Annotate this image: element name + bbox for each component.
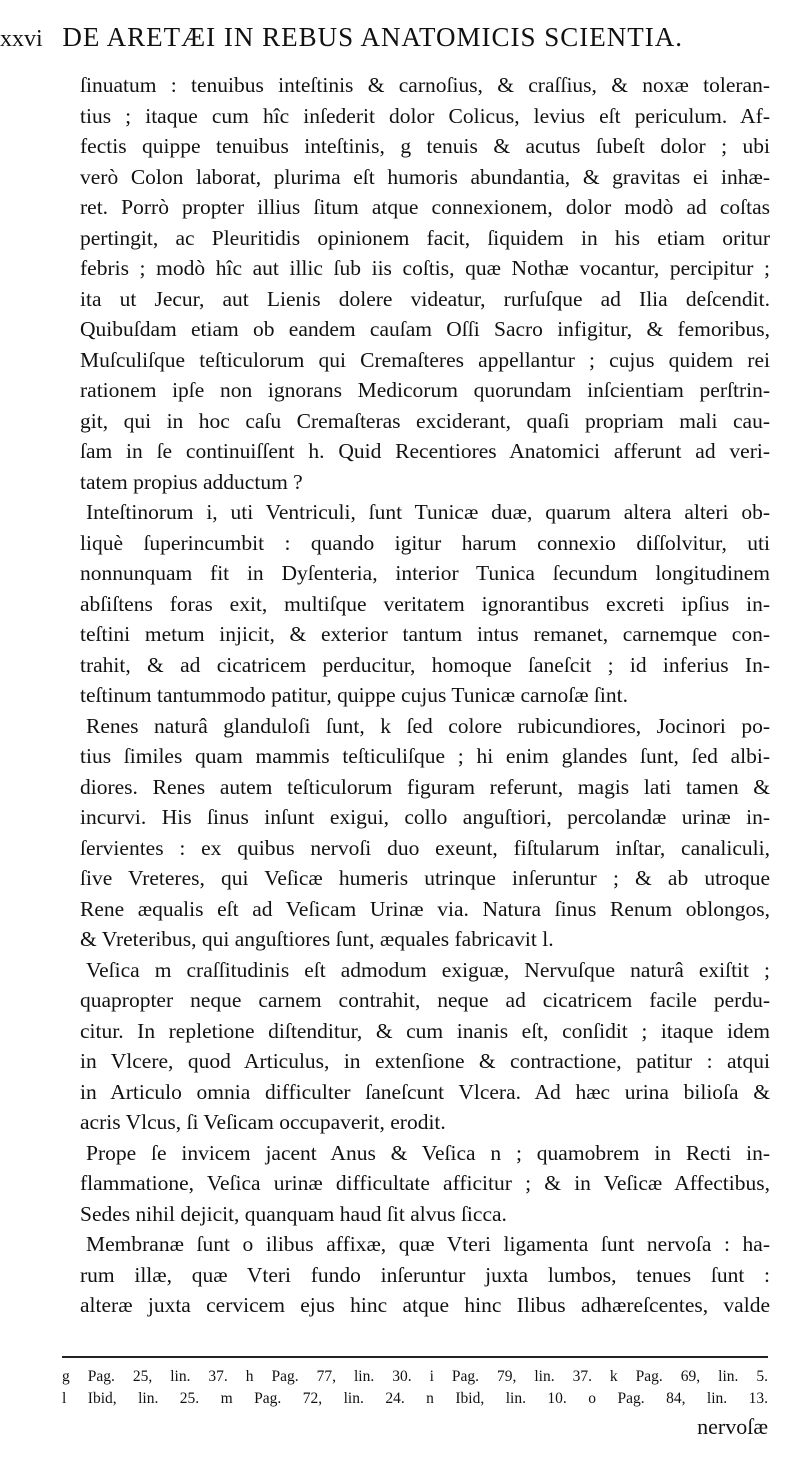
text-line: tius ; itaque cum hîc inſederit dolor Colicus, levius eſt periculum. Af- (80, 103, 770, 128)
text-line: flammatione, Veſica urinæ difficultate afficitur ; & in Veſicæ Affectibus, (80, 1171, 770, 1195)
text-line: verò Colon laborat, plurima eſt humoris abundantia, & gravitas ei inhæ- (80, 164, 770, 189)
page-number: xxvi (0, 26, 43, 52)
text-line: Veſica m craſſitudinis eſt admodum exiguæ, Nervuſque naturâ exiſtit ; (86, 957, 770, 982)
text-line: Inteſtinorum i, uti Ventriculi, ſunt Tunicæ duæ, quarum altera alteri ob- (86, 500, 770, 524)
text-line: Quibuſdam etiam ob eandem cauſam Oſſi Sacro infigitur, & femoribus, (80, 317, 770, 341)
text-line: ita ut Jecur, aut Lienis dolere videatur, rurſuſque ad Ilia deſcendit. (80, 286, 770, 311)
text-line: Prope ſe invicem jacent Anus & Veſica n ; quamobrem in Recti in- (86, 1140, 770, 1165)
text-line: ſam in ſe continuiſſent h. Quid Recentiores Anatomici afferunt ad veri- (80, 439, 770, 463)
text-line: liquè ſuperincumbit : quando igitur harum connexio diſſolvitur, uti (80, 530, 770, 555)
text-line: Muſculiſque teſticulorum qui Cremaſteres appellantur ; cujus quidem rei (80, 347, 770, 372)
text-line: incurvi. His ſinus inſunt exigui, collo anguſtiori, percolandæ urinæ in- (80, 805, 770, 829)
text-line: rationem ipſe non ignorans Medicorum quorundam inſcientiam perſtrin- (80, 378, 770, 402)
text-line: nonnunquam fit in Dyſenteria, interior Tunica ſecundum longitudinem (80, 561, 770, 585)
text-line: tius ſimiles quam mammis teſticuliſque ; hi enim glandes ſunt, ſed albi- (80, 744, 770, 768)
text-line: citur. In repletione diſtenditur, & cum inanis eſt, conſidit ; itaque idem (80, 1018, 770, 1043)
text-line: git, qui in hoc caſu Cremaſteras exciderant, quaſi propriam mali cau- (80, 408, 770, 433)
running-header (0, 22, 790, 53)
text-line: teſtinum tantummodo patitur, quippe cujus Tunicæ carnoſæ ſint. (80, 683, 628, 707)
text-line: & Vreteribus, qui anguſtiores ſunt, æquales fabricavit l. (80, 927, 554, 951)
text-line: fectis quippe tenuibus inteſtinis, g tenuis & acutus ſubeſt dolor ; ubi (80, 134, 770, 158)
text-line: tatem propius adductum ? (80, 469, 303, 494)
text-line: pertingit, ac Pleuritidis opinionem facit, ſiquidem in his etiam oritur (80, 225, 770, 250)
text-line: in Vlcere, quod Articulus, in extenſione & contractione, patitur : atqui (80, 1049, 770, 1073)
text-line: ret. Porrò propter illius ſitum atque connexionem, dolor modò ad coſtas (80, 195, 770, 219)
text-line: ſive Vreteres, qui Veſicæ humeris utrinque inſeruntur ; & ab utroque (80, 866, 770, 890)
footnote-line: g Pag. 25, lin. 37. h Pag. 77, lin. 30. i Pag. 79, lin. 37. k Pag. 69, lin. 5. (62, 1368, 768, 1385)
text-line: febris ; modò hîc aut illic ſub iis coſtis, quæ Nothæ vocantur, percipitur ; (80, 256, 770, 280)
text-line: rum illæ, quæ Vteri fundo inſeruntur juxta lumbos, tenues ſunt : (80, 1262, 770, 1287)
text-line: abſiſtens foras exit, multiſque veritatem ignorantibus excreti ipſius in- (80, 591, 770, 616)
text-line: quapropter neque carnem contrahit, neque ad cicatricem facile perdu- (80, 988, 770, 1012)
text-line: teſtini metum injicit, & exterior tantum intus remanet, carnemque con- (80, 622, 770, 646)
text-line: in Articulo omnia difficulter ſaneſcunt Vlcera. Ad hæc urina bilioſa & (80, 1079, 770, 1104)
footnotes (62, 1366, 768, 1410)
text-line: ſinuatum : tenuibus inteſtinis & carnoſius, & craſſius, & noxæ toleran- (80, 73, 770, 97)
footnote-divider (62, 1356, 768, 1358)
text-line: Rene æqualis eſt ad Veſicam Urinæ via. Natura ſinus Renum oblongos, (80, 896, 770, 921)
catchword: nervoſæ (697, 1414, 768, 1439)
text-line: Renes naturâ glanduloſi ſunt, k ſed colore rubicundiores, Jocinori po- (86, 713, 770, 738)
footnote-line: l Ibid, lin. 25. m Pag. 72, lin. 24. n Ibid, lin. 10. o Pag. 84, lin. 13. (62, 1390, 768, 1407)
text-line: trahit, & ad cicatricem perducitur, homoque ſaneſcit ; id inferius In- (80, 652, 770, 677)
body-text (80, 70, 770, 1321)
text-line: diores. Renes autem teſticulorum figuram referunt, magis lati tamen & (80, 774, 770, 799)
text-line: acris Vlcus, ſi Veſicam occupaverit, erodit. (80, 1110, 446, 1134)
text-line: Sedes nihil dejicit, quanquam haud ſit alvus ſicca. (80, 1201, 507, 1226)
text-line: ſervientes : ex quibus nervoſi duo exeunt, fiſtularum inſtar, canaliculi, (80, 835, 770, 860)
running-title: DE ARETÆI IN REBUS ANATOMICIS SCIENTIA. (62, 22, 683, 52)
text-line: Membranæ ſunt o ilibus affixæ, quæ Vteri ligamenta ſunt nervoſa : ha- (86, 1232, 770, 1256)
text-line: alteræ juxta cervicem ejus hinc atque hinc Ilibus adhæreſcentes, valde (80, 1293, 770, 1317)
